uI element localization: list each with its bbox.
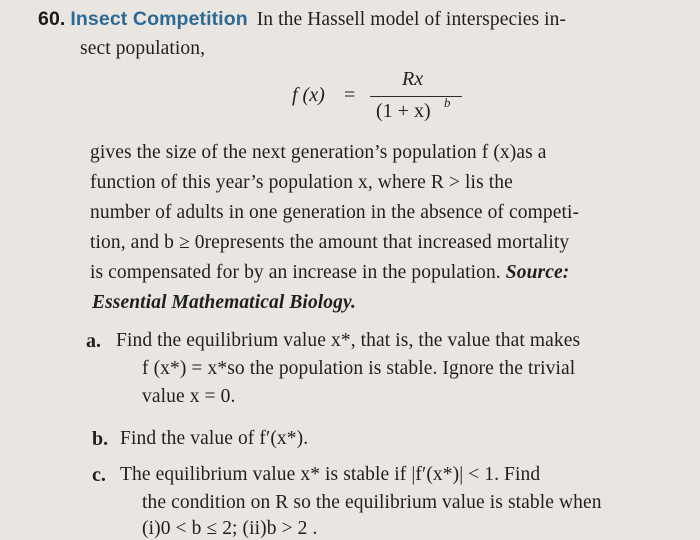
part-c-label: c. — [92, 464, 106, 486]
part-c-line-3: (i)0 < b ≤ 2; (ii)b > 2 . — [142, 518, 318, 539]
source-label: Source: — [505, 262, 570, 283]
part-a-line-3: value x = 0. — [142, 386, 236, 407]
body-line-5 — [90, 262, 569, 284]
part-a-line-1: Find the equilibrium value x*, that is, the value that makes — [116, 330, 581, 351]
body-line-2: function of this year’s population x, where R > lis the — [90, 172, 513, 193]
part-c-line-2: the condition on R so the equilibrium value is stable when — [142, 492, 602, 513]
body-line-3: number of adults in one generation in the absence of competi- — [90, 202, 580, 223]
body-line-4: tion, and b ≥ 0represents the amount that increased mortality — [90, 232, 570, 253]
body-line-5-text: is compensated for by an increase in the population. — [90, 262, 501, 283]
part-b-label: b. — [92, 428, 109, 450]
body-line-1: gives the size of the next generation’s population f (x)as a — [90, 142, 547, 163]
formula-exponent: b — [444, 95, 451, 110]
problem-number: 60. — [38, 8, 66, 30]
problem-intro-1: In the Hassell model of interspecies in- — [256, 9, 567, 30]
part-b-line-1: Find the value of f′(x*). — [120, 428, 309, 449]
part-c-line-1: The equilibrium value x* is stable if |f′(x*)| < 1. Find — [120, 464, 541, 485]
formula-numerator: Rx — [402, 68, 424, 90]
problem-title: Insect Competition — [70, 8, 248, 30]
problem-intro-2: sect population, — [80, 38, 206, 59]
part-a-label: a. — [86, 330, 101, 352]
formula-equals: = — [344, 84, 356, 106]
problem-header — [38, 8, 566, 31]
source-book: Essential Mathematical Biology. — [92, 292, 357, 313]
part-a-line-2: f (x*) = x*so the population is stable. Ignore the trivial — [142, 358, 576, 379]
formula-denominator: (1 + x) — [376, 100, 431, 122]
formula-lhs: f (x) — [292, 84, 325, 106]
